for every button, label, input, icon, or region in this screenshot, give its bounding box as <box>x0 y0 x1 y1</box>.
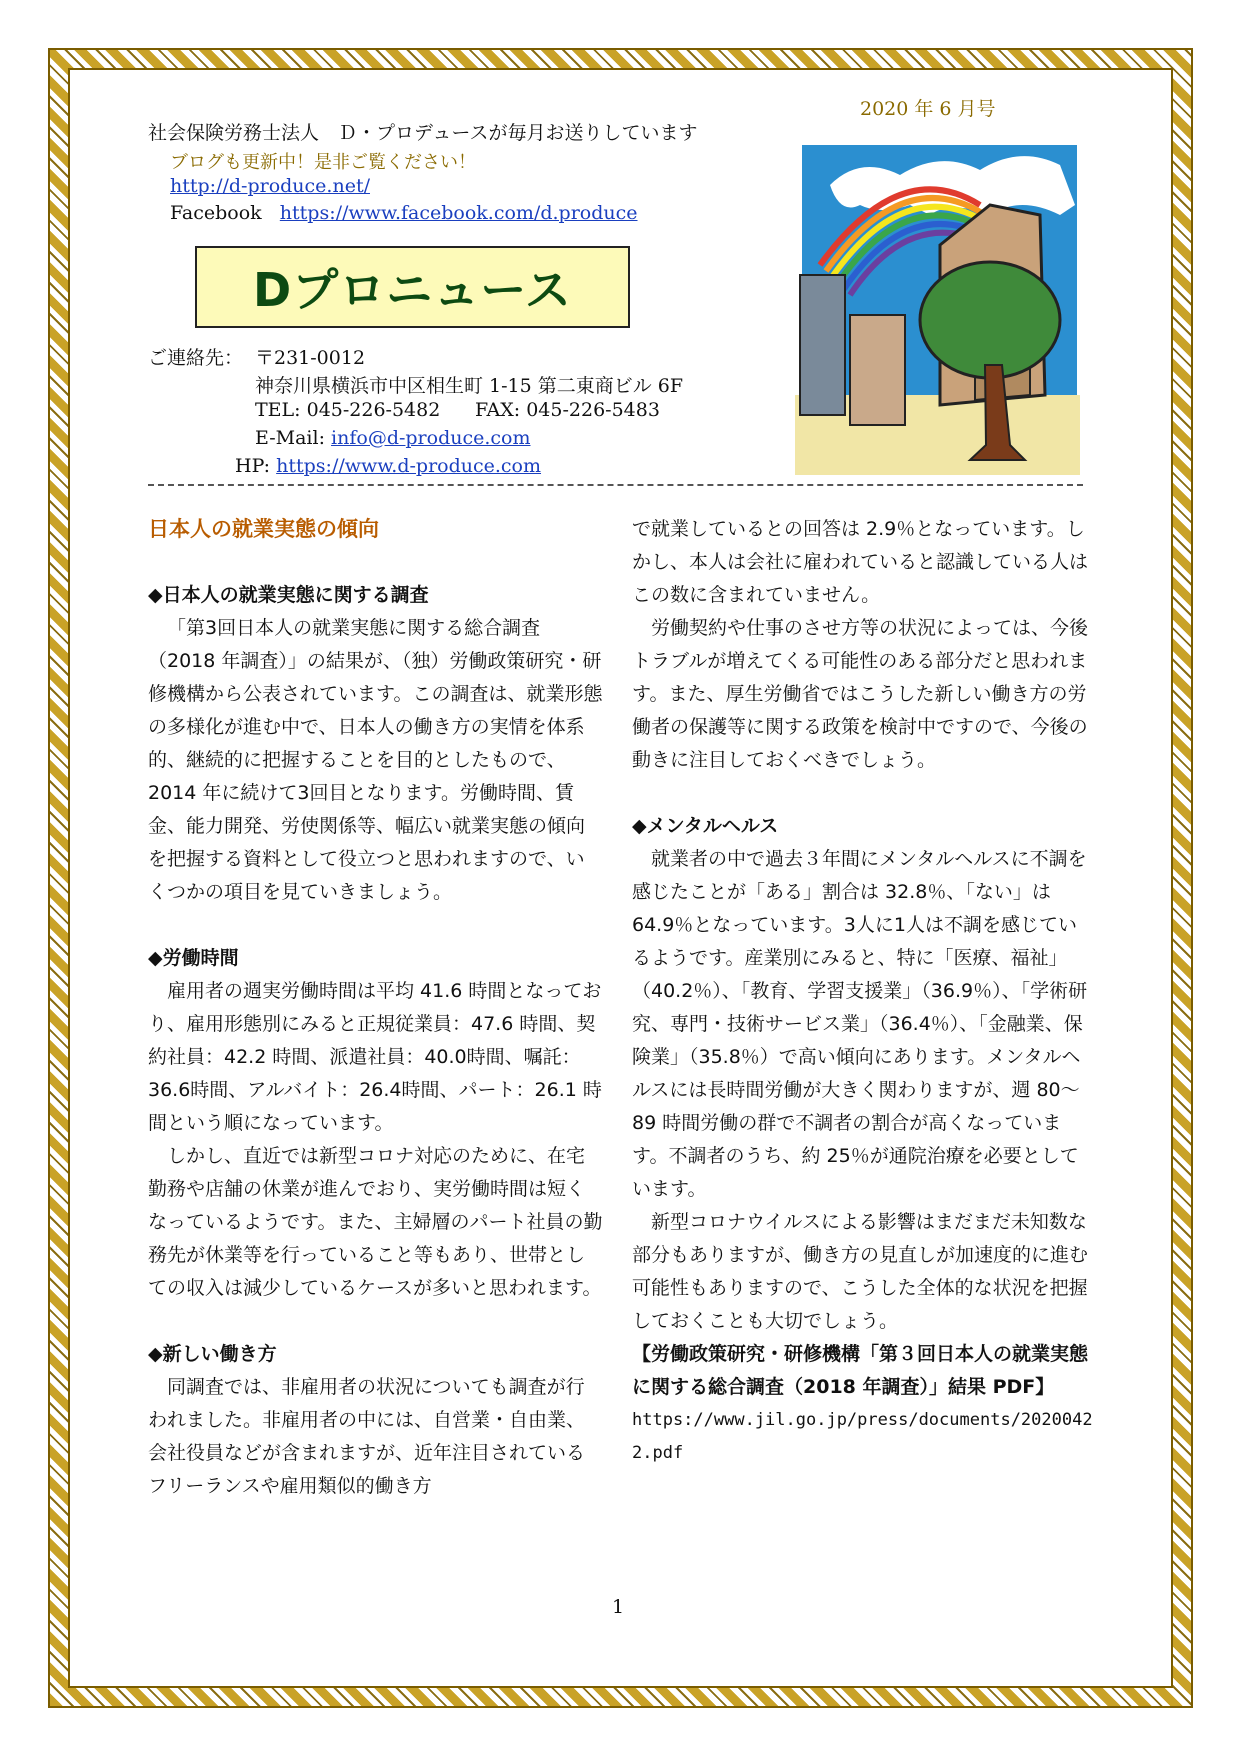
section-text-mental-health-1: 就業者の中で過去３年間にメンタルヘルスに不調を感じたことが「ある」割合は 32.8％、「ない」は 64.9％となっています。3人に1人は不調を感じているようです。産業別にみると、特に「医療、福祉」（40.2％）、「教育、学習支援業」（36.9％）、「学術研究、専門・技術サービス業」（36.4％）、「金融業、保険業」（35.8％）で高い傾向にあります。メンタルヘルスには長時間労働が大きく関わりますが、週 80～89 時間労働の群で不調者の割合が高くなっています。不調者のうち、約 25％が通院治療を必要としています。 <box>632 848 1088 1200</box>
email-label: E-Mail: <box>255 427 332 449</box>
article-right-column <box>632 513 1094 1470</box>
blog-link[interactable]: http://d-produce.net/ <box>170 175 370 197</box>
contact-email-row <box>255 427 531 449</box>
section-text-working-hours-1: 雇用者の週実労働時間は平均 41.6 時間となっており、雇用形態別にみると正規従業員：47.6 時間、契約社員：42.2 時間、派遣社員：40.0時間、嘱託：36.6時間、アルバイト：26.4時間、パート：26.1 時間という順になっています。 <box>148 980 602 1134</box>
section-heading-working-hours: ◆労働時間 <box>148 947 239 969</box>
newsletter-title-box <box>195 246 630 328</box>
rainbow-city-illustration <box>790 145 1090 475</box>
contact-label: ご連絡先： <box>148 347 244 369</box>
section-heading-new-work: ◆新しい働き方 <box>148 1343 277 1365</box>
blog-link-row <box>170 175 370 197</box>
section-text-new-work-2: で就業しているとの回答は 2.9％となっています。しかし、本人は会社に雇われていると認識している人はこの数に含まれていません。 <box>632 518 1089 606</box>
source-url[interactable]: https://www.jil.go.jp/press/documents/20200422.pdf <box>632 1410 1093 1463</box>
divider <box>148 484 1083 486</box>
facebook-label: Facebook <box>170 202 262 224</box>
blog-notice: ブログも更新中！是非ご覧ください！ <box>170 152 476 173</box>
contact-postal: 〒231-0012 <box>255 347 366 369</box>
contact-fax: FAX: 045-226-5483 <box>475 399 660 421</box>
section-heading-survey: ◆日本人の就業実態に関する調査 <box>148 584 429 606</box>
contact-tel: TEL: 045-226-5482 <box>255 399 441 421</box>
section-text-working-hours-2: しかし、直近では新型コロナ対応のために、在宅勤務や店舗の休業が進んでおり、実労働時間は短くなっているようです。また、主婦層のパート社員の勤務先が休業等を行っていること等もあり、世帯としての収入は減少しているケースが多いと思われます。 <box>148 1145 603 1299</box>
section-text-survey: 「第3回日本人の就業実態に関する総合調査（2018 年調査）」の結果が、（独）労働政策研究・研修機構から公表されています。この調査は、就業形態の多様化が進む中で、日本人の働き方の実情を体系的、継続的に把握することを目的としたもので、2014 年に続けて3回目となります。労働時間、賃金、能力開発、労使関係等、幅広い就業実態の傾向を把握する資料として役立つと思われますので、いくつかの項目を見ていきましょう。 <box>148 617 603 903</box>
source-label: 【労働政策研究・研修機構「第３回日本人の就業実態に関する総合調査（2018 年調査）」結果 PDF】 <box>632 1343 1089 1398</box>
section-text-new-work-1: 同調査では、非雇用者の状況についても調査が行われました。非雇用者の中には、自営業・自由業、会社役員などが含まれますが、近年注目されているフリーランスや雇用類似的働き方 <box>148 1376 586 1497</box>
section-text-new-work-3: 労働契約や仕事のさせ方等の状況によっては、今後トラブルが増えてくる可能性のある部分だと思われます。また、厚生労働省ではこうした新しい働き方の労働者の保護等に関する政策を検討中ですので、今後の動きに注目しておくべきでしょう。 <box>632 617 1089 771</box>
issue-date: 2020 年 6 月号 <box>860 98 996 120</box>
newsletter-title: Dプロニュース <box>253 263 572 317</box>
facebook-row <box>170 202 638 224</box>
hp-label: HP: <box>235 455 277 477</box>
email-link[interactable]: info@d-produce.com <box>331 427 531 449</box>
facebook-link[interactable]: https://www.facebook.com/d.produce <box>279 202 638 224</box>
article-left-column <box>148 513 603 1503</box>
page-number: 1 <box>612 1596 625 1618</box>
hp-link[interactable]: https://www.d-produce.com <box>276 455 542 477</box>
section-text-mental-health-2: 新型コロナウイルスによる影響はまだまだ未知数な部分もありますが、働き方の見直しが加速度的に進む可能性もありますので、こうした全体的な状況を把握しておくことも大切でしょう。 <box>632 1211 1089 1332</box>
section-heading-mental-health: ◆メンタルヘルス <box>632 815 779 837</box>
contact-address: 神奈川県横浜市中区相生町 1-15 第二東商ビル 6F <box>255 375 684 397</box>
article-title: 日本人の就業実態の傾向 <box>148 517 379 541</box>
header-intro: 社会保険労務士法人 Ｄ・プロデュースが毎月お送りしています <box>148 122 698 144</box>
contact-hp-row <box>235 455 541 477</box>
